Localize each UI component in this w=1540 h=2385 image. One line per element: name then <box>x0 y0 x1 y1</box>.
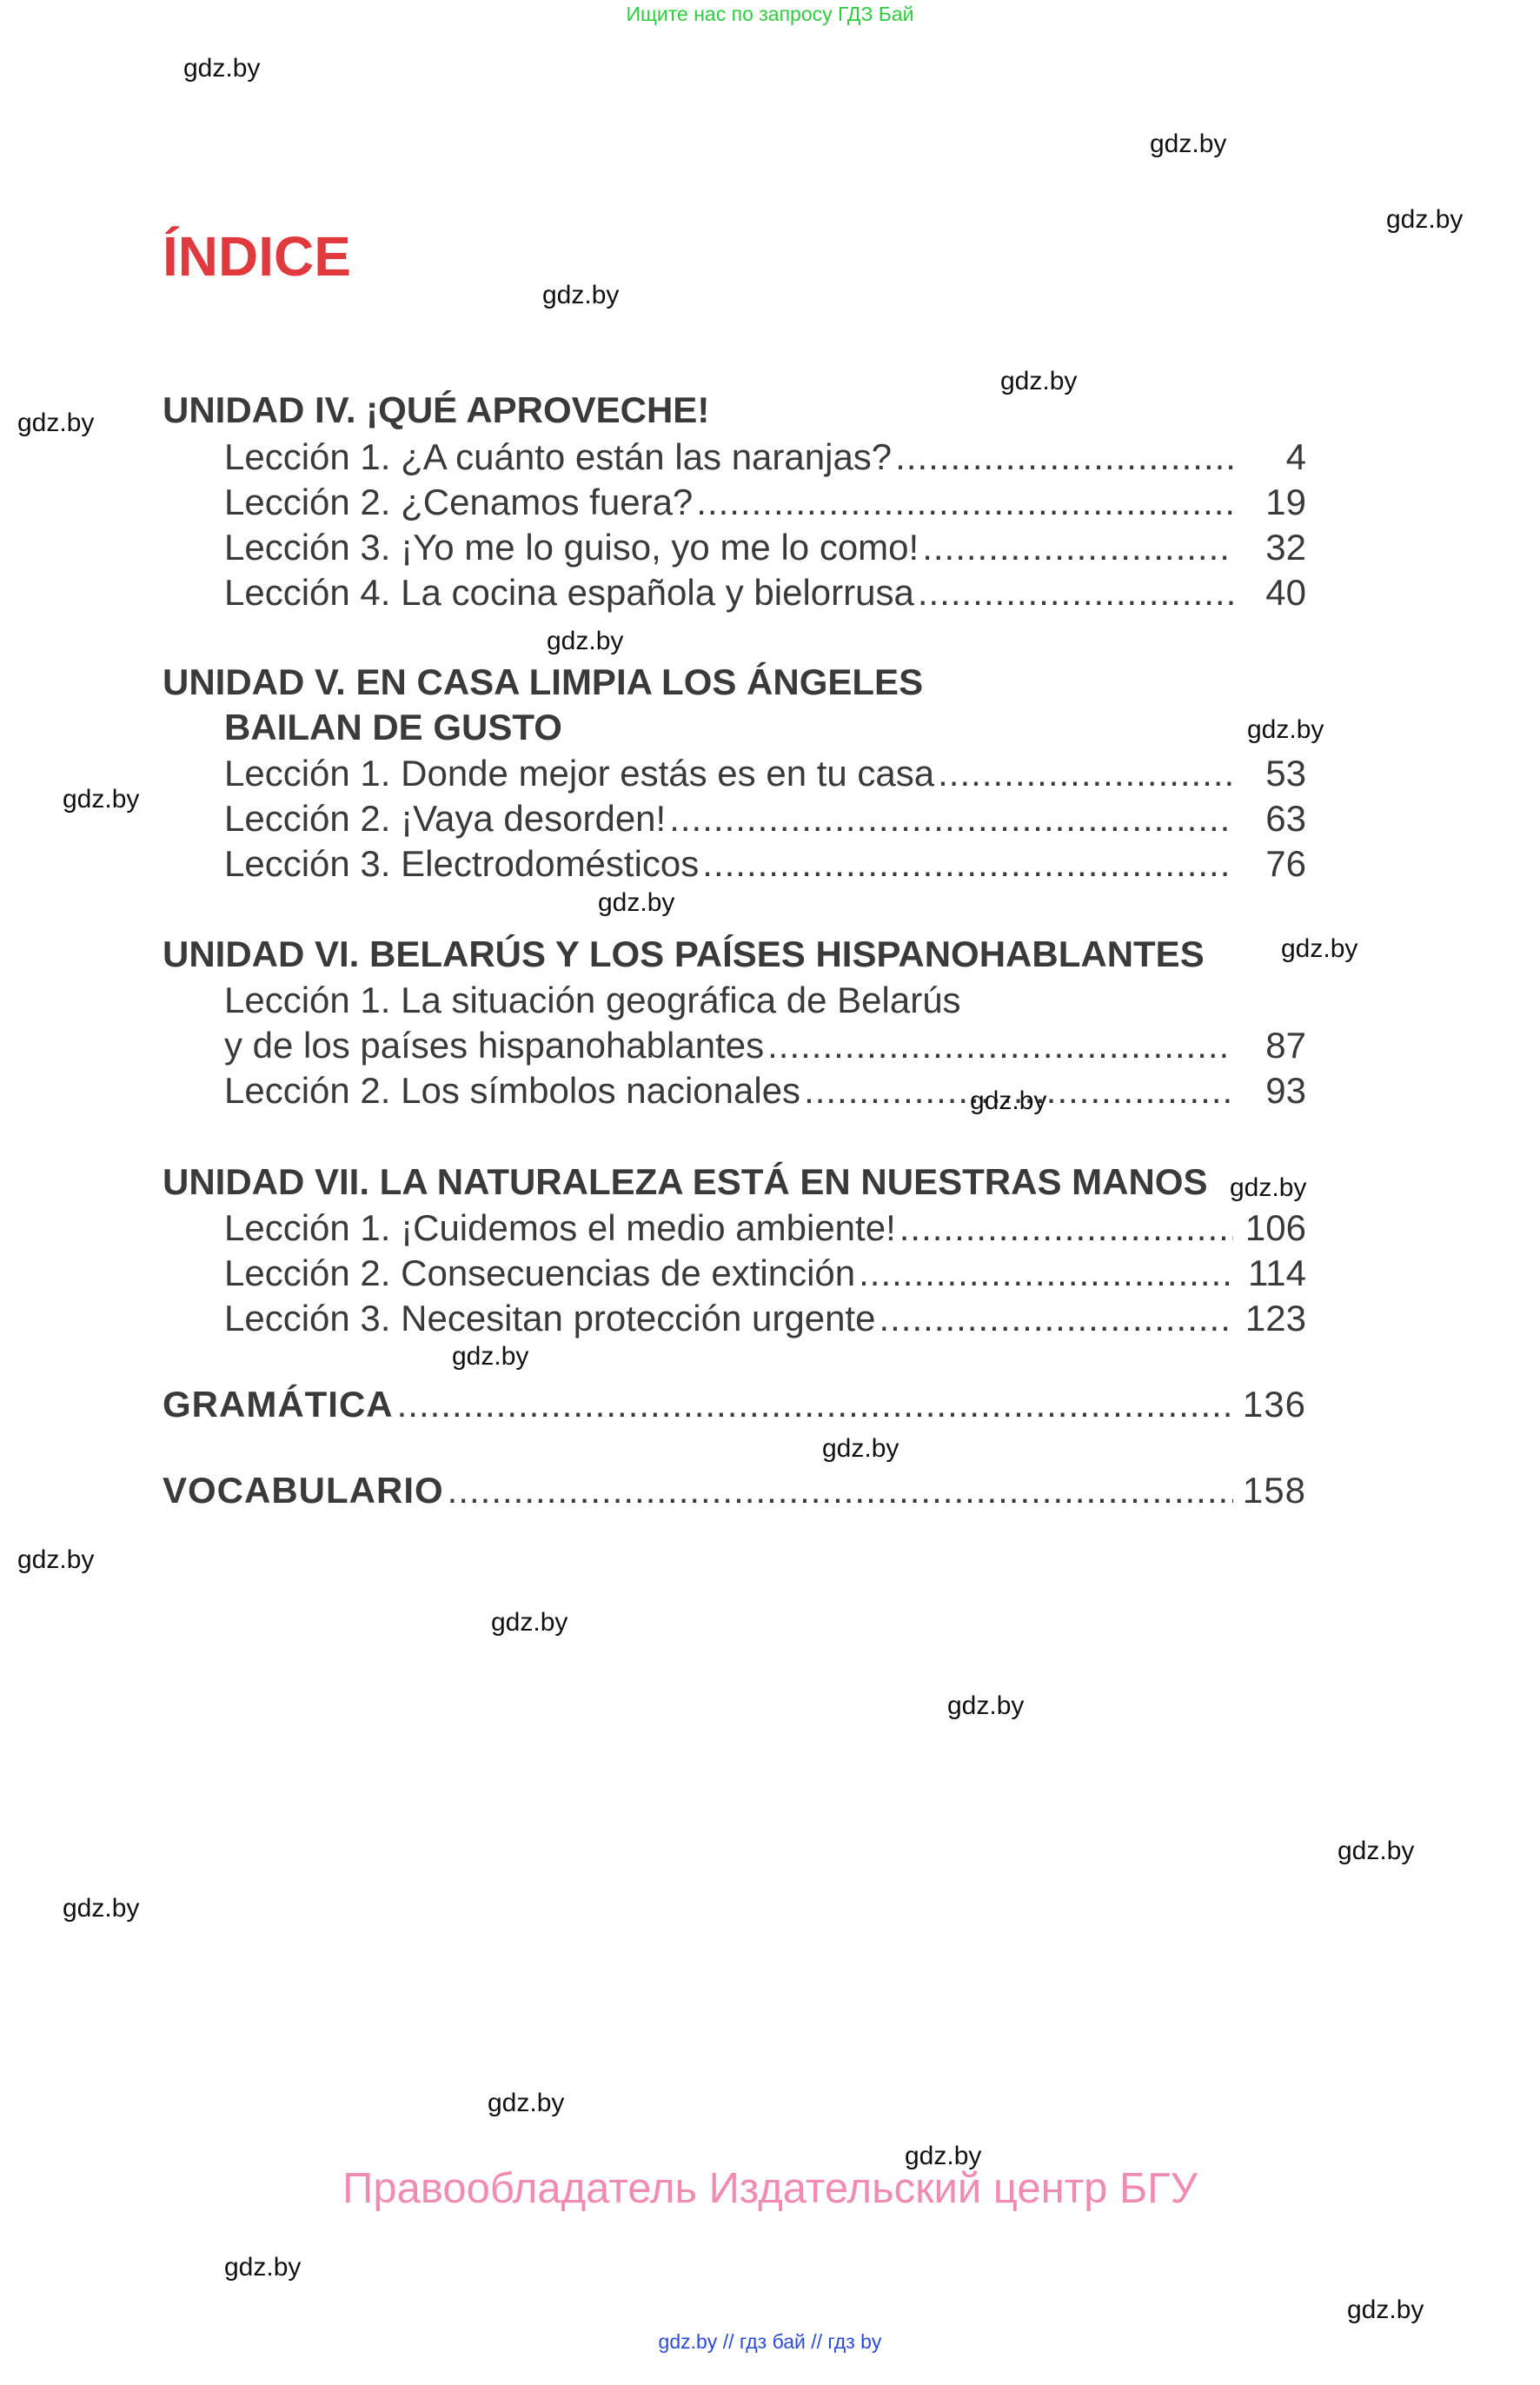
entry-title: Lección 1. ¿A cuánto están las naranjas? <box>224 436 893 477</box>
entry-title: Lección 2. ¡Vaya desorden! <box>224 798 667 839</box>
entry-title: Lección 4. La cocina española y bielorrusa <box>224 572 914 613</box>
toc-entry <box>224 572 1306 621</box>
dot-leader <box>448 1470 1233 1511</box>
entry-page: 106 <box>1245 1207 1306 1248</box>
watermark: gdz.by <box>183 54 261 83</box>
copyright-notice: Правообладатель Издательский центр БГУ <box>342 2165 1198 2212</box>
watermark: gdz.by <box>17 1545 95 1574</box>
entry-title: Lección 1. ¡Cuidemos el medio ambiente! <box>224 1207 896 1248</box>
toc-entry <box>224 527 1306 575</box>
page-title: ÍNDICE <box>163 225 351 288</box>
dot-leader <box>938 753 1233 794</box>
watermark: gdz.by <box>17 409 95 437</box>
watermark: gdz.by <box>905 2142 982 2170</box>
entry-page: 123 <box>1245 1298 1306 1339</box>
dot-leader <box>397 1384 1233 1425</box>
unit-4-heading: UNIDAD IV. ¡QUÉ APROVECHE! <box>163 389 710 430</box>
watermark: gdz.by <box>1347 2295 1424 2324</box>
entry-page: 4 <box>1285 436 1306 477</box>
watermark: gdz.by <box>452 1342 529 1371</box>
entry-page: 19 <box>1265 482 1306 522</box>
watermark: gdz.by <box>1230 1173 1307 1202</box>
watermark: gdz.by <box>970 1086 1047 1115</box>
dot-leader <box>702 843 1233 885</box>
watermark: gdz.by <box>224 2253 302 2282</box>
watermark: gdz.by <box>1338 1837 1415 1865</box>
unit-5-heading-cont: BAILAN DE GUSTO <box>224 707 562 747</box>
dot-leader <box>922 527 1233 568</box>
dot-leader <box>879 1298 1233 1339</box>
dot-leader <box>859 1252 1233 1294</box>
toc-entry <box>224 1070 1306 1119</box>
watermark: gdz.by <box>542 281 620 309</box>
entry-title: Lección 1. La situación geográfica de Belarús <box>224 980 961 1020</box>
unit-6-heading: UNIDAD VI. BELARÚS Y LOS PAÍSES HISPANOHABLANTES <box>163 933 1205 974</box>
toc-entry <box>224 843 1306 892</box>
entry-page: 158 <box>1242 1470 1306 1511</box>
watermark: gdz.by <box>1150 130 1227 158</box>
watermark: gdz.by <box>598 888 675 917</box>
watermark: gdz.by <box>491 1608 568 1637</box>
toc-section-gramatica <box>163 1384 1306 1432</box>
entry-title: Lección 3. ¡Yo me lo guiso, yo me lo como! <box>224 527 919 568</box>
unit-5-heading: UNIDAD V. EN CASA LIMPIA LOS ÁNGELES <box>163 661 924 702</box>
entry-title: VOCABULARIO <box>163 1470 444 1511</box>
toc-entry <box>224 798 1306 847</box>
entry-title: Lección 3. Electrodomésticos <box>224 843 700 884</box>
entry-page: 53 <box>1265 753 1306 794</box>
dot-leader <box>895 436 1233 478</box>
dot-leader <box>767 1025 1233 1066</box>
unit-7-heading: UNIDAD VII. LA NATURALEZA ESTÁ EN NUESTRAS MANOS <box>163 1161 1208 1202</box>
entry-page: 87 <box>1265 1025 1306 1066</box>
entry-title: GRAMÁTICA <box>163 1384 394 1425</box>
watermark: gdz.by <box>1281 934 1358 963</box>
toc-entry <box>224 1025 1306 1073</box>
entry-title: Lección 2. Los símbolos nacionales <box>224 1070 801 1111</box>
entry-page: 76 <box>1265 843 1306 884</box>
dot-leader <box>696 482 1233 523</box>
toc-section-vocabulario <box>163 1470 1306 1518</box>
toc-entry <box>224 1252 1306 1301</box>
toc-entry <box>224 753 1306 801</box>
watermark: gdz.by <box>1386 205 1464 234</box>
watermark: gdz.by <box>488 2089 565 2117</box>
entry-title: Lección 2. Consecuencias de extinción <box>224 1252 856 1293</box>
entry-title: Lección 3. Necesitan protección urgente <box>224 1298 876 1339</box>
toc-entry <box>224 482 1306 530</box>
entry-page: 114 <box>1248 1252 1306 1293</box>
dot-leader <box>669 798 1233 840</box>
watermark: gdz.by <box>822 1434 899 1463</box>
entry-title: y de los países hispanohablantes <box>224 1025 765 1066</box>
entry-page: 63 <box>1265 798 1306 839</box>
watermark: gdz.by <box>547 627 624 655</box>
watermark: gdz.by <box>947 1691 1025 1720</box>
dot-leader <box>918 572 1233 614</box>
entry-title: Lección 2. ¿Cenamos fuera? <box>224 482 694 522</box>
footer-links[interactable]: gdz.by // гдз бай // гдз by <box>658 2330 882 2353</box>
entry-page: 32 <box>1265 527 1306 568</box>
toc-entry <box>224 1207 1306 1256</box>
watermark: gdz.by <box>63 785 140 814</box>
top-banner[interactable]: Ищите нас по запросу ГДЗ Бай <box>626 3 914 25</box>
toc-entry <box>224 436 1306 485</box>
entry-page: 136 <box>1242 1384 1306 1425</box>
entry-page: 93 <box>1265 1070 1306 1111</box>
dot-leader <box>899 1207 1233 1249</box>
entry-page: 40 <box>1265 572 1306 613</box>
watermark: gdz.by <box>1247 715 1324 744</box>
entry-title: Lección 1. Donde mejor estás es en tu casa <box>224 753 935 794</box>
watermark: gdz.by <box>63 1894 140 1923</box>
toc-entry <box>224 1298 1306 1346</box>
watermark: gdz.by <box>1000 367 1078 395</box>
